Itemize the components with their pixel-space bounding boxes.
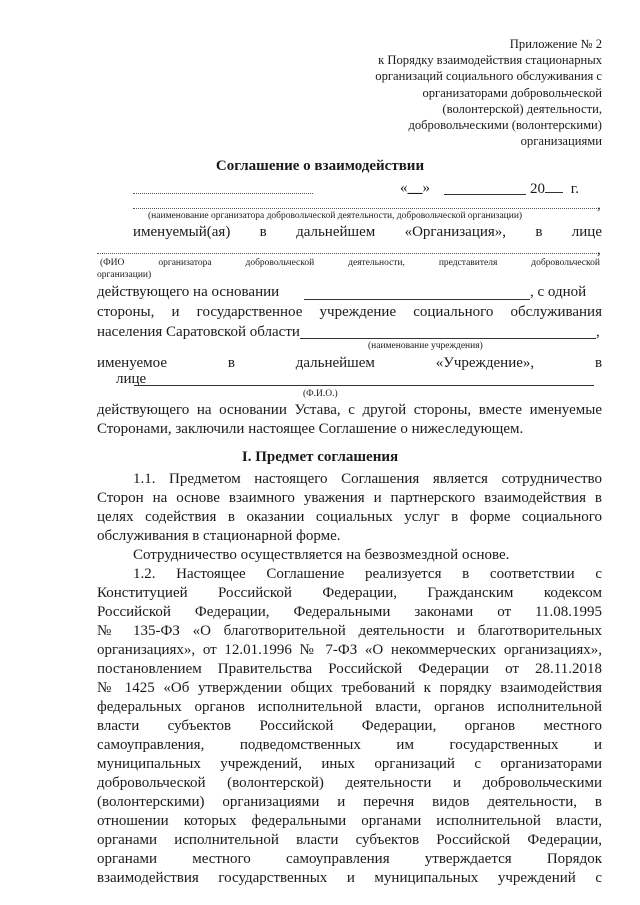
- institution-comma: ,: [596, 324, 600, 340]
- organizer-comma: ,: [597, 197, 601, 213]
- paragraph-line: постановлением Правительства Российской Федерации от 28.11.2018: [97, 661, 602, 677]
- basis-text: действующего на основании: [97, 284, 280, 300]
- basis-tail: , с одной: [530, 284, 587, 300]
- word: лице: [571, 224, 602, 240]
- caption-word: деятельности,: [348, 258, 405, 268]
- caption-word: (ФИО: [100, 258, 125, 268]
- paragraph-line: (волонтерскими) организациями и перечня видов деятельности, в: [97, 794, 602, 810]
- paragraph-line: самоуправления, подведомственных им государственных и: [97, 737, 602, 753]
- word: именуемое: [97, 355, 167, 371]
- annex-line: организаторами добровольческой: [422, 85, 602, 100]
- paragraph-line: 1.2. Настоящее Соглашение реализуется в соответствии с: [133, 566, 602, 582]
- paragraph-line: муниципальных учреждений, иных организаций с организаторами: [97, 756, 602, 772]
- concluded-line: Сторонами, заключили настоящее Соглашение о нижеследующем.: [97, 421, 524, 437]
- annex-line: (волонтерской) деятельности,: [442, 101, 602, 116]
- representative-fio-blank: [97, 253, 597, 254]
- institution-fio-blank: [134, 385, 594, 386]
- paragraph-line: организациях», от 12.01.1996 № 7-ФЗ «О некоммерческих организациях»,: [97, 642, 602, 658]
- fio-caption-line1: [100, 258, 600, 269]
- place-blank: [133, 193, 313, 194]
- institution-caption: (наименование учреждения): [368, 341, 483, 351]
- date-year-suffix: г.: [570, 181, 579, 197]
- paragraph-line: целях содействия в оказании социальных услуг в форме социального: [97, 509, 602, 525]
- organizer-caption: (наименование организатора добровольческой деятельности, добровольческой организации): [148, 211, 523, 221]
- fio-short-caption: (Ф.И.О.): [303, 389, 338, 399]
- annex-line: организаций социального обслуживания с: [375, 69, 602, 84]
- annex-line: добровольческими (волонтерскими): [408, 118, 602, 133]
- paragraph-line: взаимодействия государственных и муниципальных учреждений с: [97, 870, 602, 886]
- face-word: лице: [116, 371, 147, 387]
- paragraph-line: обслуживания в стационарной форме.: [97, 528, 341, 544]
- paragraph-line: власти субъектов Российской Федерации, органов местного: [97, 718, 602, 734]
- organization-named-line: [133, 224, 602, 241]
- paragraph-line: Сторон на основе взаимного уважения и партнерского взаимодействия в: [97, 490, 602, 506]
- date-year-prefix: 20: [530, 181, 545, 197]
- word: дальнейшем: [296, 224, 376, 240]
- paragraph-line: органами местного самоуправления утверждается Порядок: [97, 851, 602, 867]
- word: в: [227, 355, 235, 371]
- date-day-blank: __: [407, 180, 423, 196]
- paragraph-line: Конституцией Российской Федерации, Гражданским кодексом: [97, 585, 602, 601]
- date-open-quote: «: [400, 180, 408, 196]
- date-close-quote: »: [422, 180, 430, 196]
- fio-caption-line2: организации): [97, 270, 152, 280]
- document-title: Соглашение о взаимодействии: [215, 158, 425, 174]
- annex-line: организациями: [520, 134, 602, 149]
- date-year: [530, 180, 579, 198]
- annex-header: [302, 36, 602, 149]
- basis-blank: [304, 299, 530, 300]
- paragraph-line: федеральных органов исполнительной власти, органов исполнительной: [97, 699, 602, 715]
- paragraph-line: Российской Федерации, Федеральными законами от 11.08.1995: [97, 604, 602, 620]
- annex-line: Приложение № 2: [509, 37, 602, 51]
- saratov-line: населения Саратовской области: [97, 324, 300, 340]
- section-heading: I. Предмет соглашения: [241, 449, 399, 465]
- paragraph-line: отношении которых федеральными органами исполнительной власти,: [97, 813, 602, 829]
- annex-line: к Порядку взаимодействия стационарных: [378, 53, 602, 68]
- word: именуемый(ая): [133, 224, 231, 240]
- word: «Организация»,: [404, 224, 507, 240]
- word: в: [259, 224, 267, 240]
- paragraph-line: № 1425 «Об утверждении общих требований к порядку взаимодействия: [97, 680, 602, 696]
- caption-word: представителя: [438, 258, 498, 268]
- paragraph-line: Сотрудничество осуществляется на безвозмездной основе.: [133, 547, 510, 563]
- institution-blank: [300, 338, 596, 339]
- institution-named-line: [97, 355, 602, 372]
- charter-line: действующего на основании Устава, с другой стороны, вместе именуемые: [97, 402, 602, 418]
- date-year-blank: [545, 180, 563, 193]
- paragraph-line: органами исполнительной власти субъектов Российской Федерации,: [97, 832, 602, 848]
- word: «Учреждение»,: [435, 355, 535, 371]
- date-month-blank: [444, 194, 526, 195]
- organizer-name-blank: [133, 208, 597, 209]
- date-line: [400, 180, 430, 197]
- paragraph-line: 1.1. Предметом настоящего Соглашения является сотрудничество: [133, 471, 602, 487]
- parties-line: стороны, и государственное учреждение социального обслуживания: [97, 304, 602, 320]
- caption-word: организатора: [158, 258, 212, 268]
- word: в: [535, 224, 543, 240]
- caption-word: добровольческой: [245, 258, 315, 268]
- paragraph-line: № 135-ФЗ «О благотворительной деятельности и благотворительных: [97, 623, 602, 639]
- caption-word: добровольческой: [531, 258, 600, 268]
- word: дальнейшем: [295, 355, 375, 371]
- paragraph-line: добровольческой (волонтерской) деятельности и добровольческими: [97, 775, 602, 791]
- representative-comma: ,: [597, 242, 601, 258]
- word: в: [594, 355, 603, 371]
